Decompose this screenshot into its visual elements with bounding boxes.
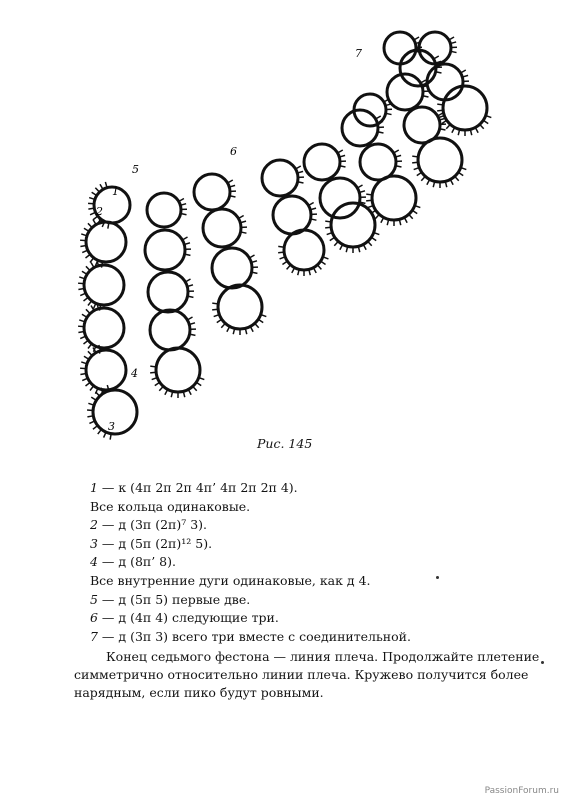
tatting-ring bbox=[418, 138, 462, 182]
picot bbox=[368, 241, 372, 245]
picot bbox=[159, 386, 163, 390]
picot bbox=[99, 305, 100, 311]
picot bbox=[437, 104, 443, 105]
picot bbox=[88, 223, 92, 227]
picot bbox=[78, 331, 84, 332]
picot bbox=[458, 172, 463, 175]
picot bbox=[412, 162, 418, 163]
watermark: PassionForum.ru bbox=[484, 786, 559, 796]
tatting-ring bbox=[273, 196, 311, 234]
picot bbox=[255, 323, 259, 327]
picot bbox=[98, 429, 102, 434]
tatting-ring bbox=[147, 193, 181, 227]
picot bbox=[221, 323, 225, 327]
tatting-ring bbox=[218, 285, 262, 329]
picot bbox=[88, 301, 92, 306]
marker-4: 4 bbox=[131, 367, 138, 380]
picot bbox=[108, 223, 109, 229]
tatting-ring bbox=[262, 160, 298, 196]
picot bbox=[325, 221, 331, 222]
picot bbox=[88, 351, 92, 355]
legend-line: 6 — д (4п 4) следующие три. bbox=[90, 610, 279, 626]
picot bbox=[96, 392, 100, 396]
tatting-ring bbox=[342, 110, 378, 146]
picot bbox=[150, 366, 156, 367]
picot bbox=[84, 297, 89, 301]
picot bbox=[412, 156, 418, 157]
tatting-ring bbox=[86, 222, 126, 262]
picot bbox=[80, 373, 86, 374]
picot bbox=[412, 210, 417, 213]
picot bbox=[196, 382, 201, 385]
picot bbox=[442, 120, 447, 123]
picot bbox=[437, 110, 443, 111]
picot bbox=[155, 382, 160, 385]
picot bbox=[334, 241, 338, 245]
marker-1: 1 bbox=[112, 185, 119, 198]
picot bbox=[375, 214, 379, 218]
picot bbox=[330, 237, 335, 240]
picot bbox=[409, 214, 413, 218]
picot bbox=[84, 356, 89, 359]
picot bbox=[325, 227, 331, 228]
picot bbox=[88, 208, 94, 209]
picot bbox=[110, 434, 111, 440]
picot bbox=[446, 124, 450, 128]
tatting-ring bbox=[84, 265, 124, 305]
tatting-ring bbox=[145, 230, 185, 270]
tatting-ring bbox=[443, 86, 487, 130]
tatting-ring bbox=[331, 203, 375, 247]
tatting-ring bbox=[427, 64, 463, 100]
picot bbox=[483, 120, 488, 123]
legend-line: 2 — д (3п (2п)⁷ 3). bbox=[90, 517, 208, 533]
legend-line: Все внутренние дуги одинаковые, как д 4. bbox=[90, 572, 371, 588]
picot bbox=[258, 319, 263, 322]
tatting-ring bbox=[212, 248, 252, 288]
picot bbox=[317, 265, 321, 269]
marker-3: 3 bbox=[108, 420, 115, 433]
picot bbox=[90, 386, 94, 391]
picot bbox=[84, 228, 89, 231]
legend-line: 4 — д (8п’ 8). bbox=[90, 554, 176, 570]
picot bbox=[212, 303, 218, 304]
tatting-ring bbox=[194, 174, 230, 210]
picot bbox=[78, 288, 84, 289]
legend-line: 5 — д (5п 5) первые две. bbox=[90, 591, 251, 607]
legend-line: 7 — д (3п 3) всего три вместе с соединительной. bbox=[90, 628, 411, 644]
ink-speck bbox=[436, 576, 439, 579]
picot bbox=[212, 309, 218, 310]
picots-layer bbox=[78, 37, 491, 440]
marker-5: 5 bbox=[132, 163, 139, 176]
picot bbox=[86, 382, 91, 386]
picot bbox=[92, 192, 97, 195]
picot bbox=[87, 416, 93, 417]
tatting-ring bbox=[203, 209, 241, 247]
tatting-ring bbox=[86, 350, 126, 390]
picot bbox=[91, 397, 96, 400]
picot bbox=[93, 426, 98, 430]
paragraph-line: симметрично относительно линии плеча. Кружево получится более bbox=[74, 667, 529, 682]
picot bbox=[366, 200, 372, 201]
legend-line: 3 — д (5п (2п)¹² 5). bbox=[90, 535, 213, 551]
picot bbox=[95, 188, 99, 192]
legend-line: 1 — к (4п 2п 2п 4п’ 4п 2п 2п 4). bbox=[90, 480, 298, 495]
picot bbox=[421, 176, 425, 180]
picot bbox=[86, 266, 90, 270]
instruction-paragraph bbox=[74, 648, 540, 702]
picot bbox=[417, 172, 422, 175]
picot bbox=[366, 194, 372, 195]
tatting-ring bbox=[304, 144, 340, 180]
picot bbox=[287, 265, 291, 269]
picot bbox=[84, 340, 89, 344]
marker-7: 7 bbox=[355, 47, 362, 60]
tatting-ring bbox=[148, 272, 188, 312]
picot bbox=[278, 252, 284, 253]
legend bbox=[90, 479, 490, 646]
picot bbox=[88, 344, 92, 349]
picot bbox=[217, 319, 222, 322]
picot bbox=[278, 246, 284, 247]
picot bbox=[193, 386, 197, 390]
picot bbox=[101, 262, 102, 268]
picot bbox=[86, 254, 91, 258]
figure-caption: Рис. 145 bbox=[257, 436, 313, 451]
paragraph-line: нарядным, если пико будут ровными. bbox=[74, 685, 324, 700]
tatting-ring bbox=[156, 348, 200, 392]
tatting-ring bbox=[93, 390, 137, 434]
picot bbox=[455, 176, 459, 180]
tatting-ring bbox=[320, 178, 360, 218]
ink-speck bbox=[541, 661, 544, 664]
tatting-ring bbox=[372, 176, 416, 220]
tatting-ring bbox=[384, 32, 416, 64]
picot bbox=[321, 261, 326, 264]
tatting-ring bbox=[284, 230, 324, 270]
picot bbox=[82, 271, 87, 274]
picot bbox=[82, 314, 87, 317]
legend-line: Все кольца одинаковые. bbox=[90, 498, 251, 514]
picot bbox=[371, 237, 376, 240]
picot bbox=[282, 261, 287, 264]
rings-layer bbox=[84, 32, 487, 434]
marker-2: 2 bbox=[96, 205, 103, 218]
tatting-ring bbox=[150, 310, 190, 350]
tatting-ring bbox=[360, 144, 396, 180]
paragraph-line: Конец седьмого фестона — линия плеча. Продолжайте плетение bbox=[106, 649, 540, 664]
picot bbox=[150, 372, 156, 373]
tatting-diagram bbox=[60, 10, 530, 450]
picot bbox=[90, 258, 94, 263]
picot bbox=[80, 245, 86, 246]
picot bbox=[86, 309, 90, 313]
tatting-ring bbox=[84, 308, 124, 348]
marker-6: 6 bbox=[230, 145, 237, 158]
picot bbox=[480, 124, 484, 128]
